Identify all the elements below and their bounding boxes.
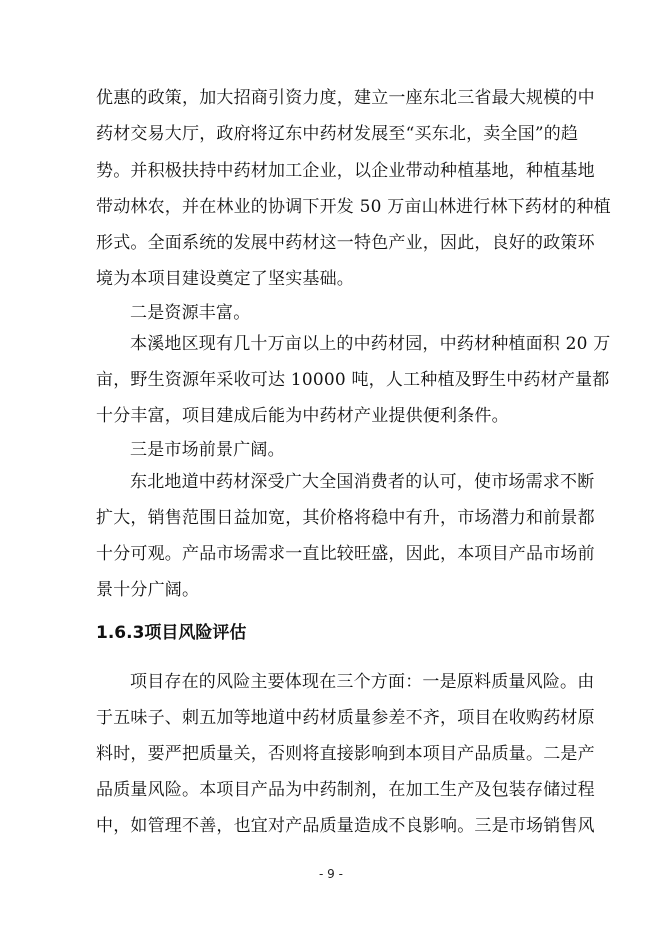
para6-line-5: 中，如管理不善，也宜对产品质量造成不良影响。三是市场销售风 [96, 816, 595, 836]
para1-line-5: 形式。全面系统的发展中药材这一特色产业，因此，良好的政策环 [96, 233, 595, 253]
para3-line-1: 本溪地区现有几十万亩以上的中药材园，中药材种植面积 20 万 [130, 334, 611, 354]
para6-line-3: 料时，要严把质量关，否则将直接影响到本项目产品质量。二是产 [96, 744, 595, 764]
section-heading: 1.6.3项目风险评估 [96, 623, 247, 643]
para6-line-4: 品质量风险。本项目产品为中药制剂，在加工生产及包装存储过程 [96, 780, 595, 800]
para5-line-3: 十分可观。产品市场需求一直比较旺盛，因此，本项目产品市场前 [96, 544, 595, 564]
para6-line-1: 项目存在的风险主要体现在三个方面：一是原料质量风险。由 [130, 672, 595, 692]
para2-line: 二是资源丰富。 [130, 303, 251, 323]
para5-line-1: 东北地道中药材深受广大全国消费者的认可，使市场需求不断 [130, 472, 595, 492]
para1-line-3: 势。并积极扶持中药材加工企业，以企业带动种植基地，种植基地 [96, 161, 595, 181]
para5-line-2: 扩大，销售范围日益加宽，其价格将稳中有升，市场潜力和前景都 [96, 508, 595, 528]
para3-line-2: 亩，野生资源年采收可达 10000 吨，人工种植及野生中药材产量都 [96, 370, 610, 390]
page-number: - 9 - [319, 867, 343, 881]
para4-line: 三是市场前景广阔。 [130, 440, 285, 460]
para1-line-4: 带动林农，并在林业的协调下开发 50 万亩山林进行林下药材的种植 [96, 197, 611, 217]
para3-line-3: 十分丰富，项目建成后能为中药材产业提供便利条件。 [96, 406, 509, 426]
para1-line-6: 境为本项目建设奠定了坚实基础。 [96, 269, 354, 289]
para5-line-4: 景十分广阔。 [96, 580, 200, 600]
para6-line-2: 于五味子、刺五加等地道中药材质量参差不齐，项目在收购药材原 [96, 708, 595, 728]
para1-line-1: 优惠的政策，加大招商引资力度，建立一座东北三省最大规模的中 [96, 88, 595, 108]
para1-line-2: 药材交易大厅，政府将辽东中药材发展至“买东北，卖全国”的趋 [96, 124, 579, 144]
